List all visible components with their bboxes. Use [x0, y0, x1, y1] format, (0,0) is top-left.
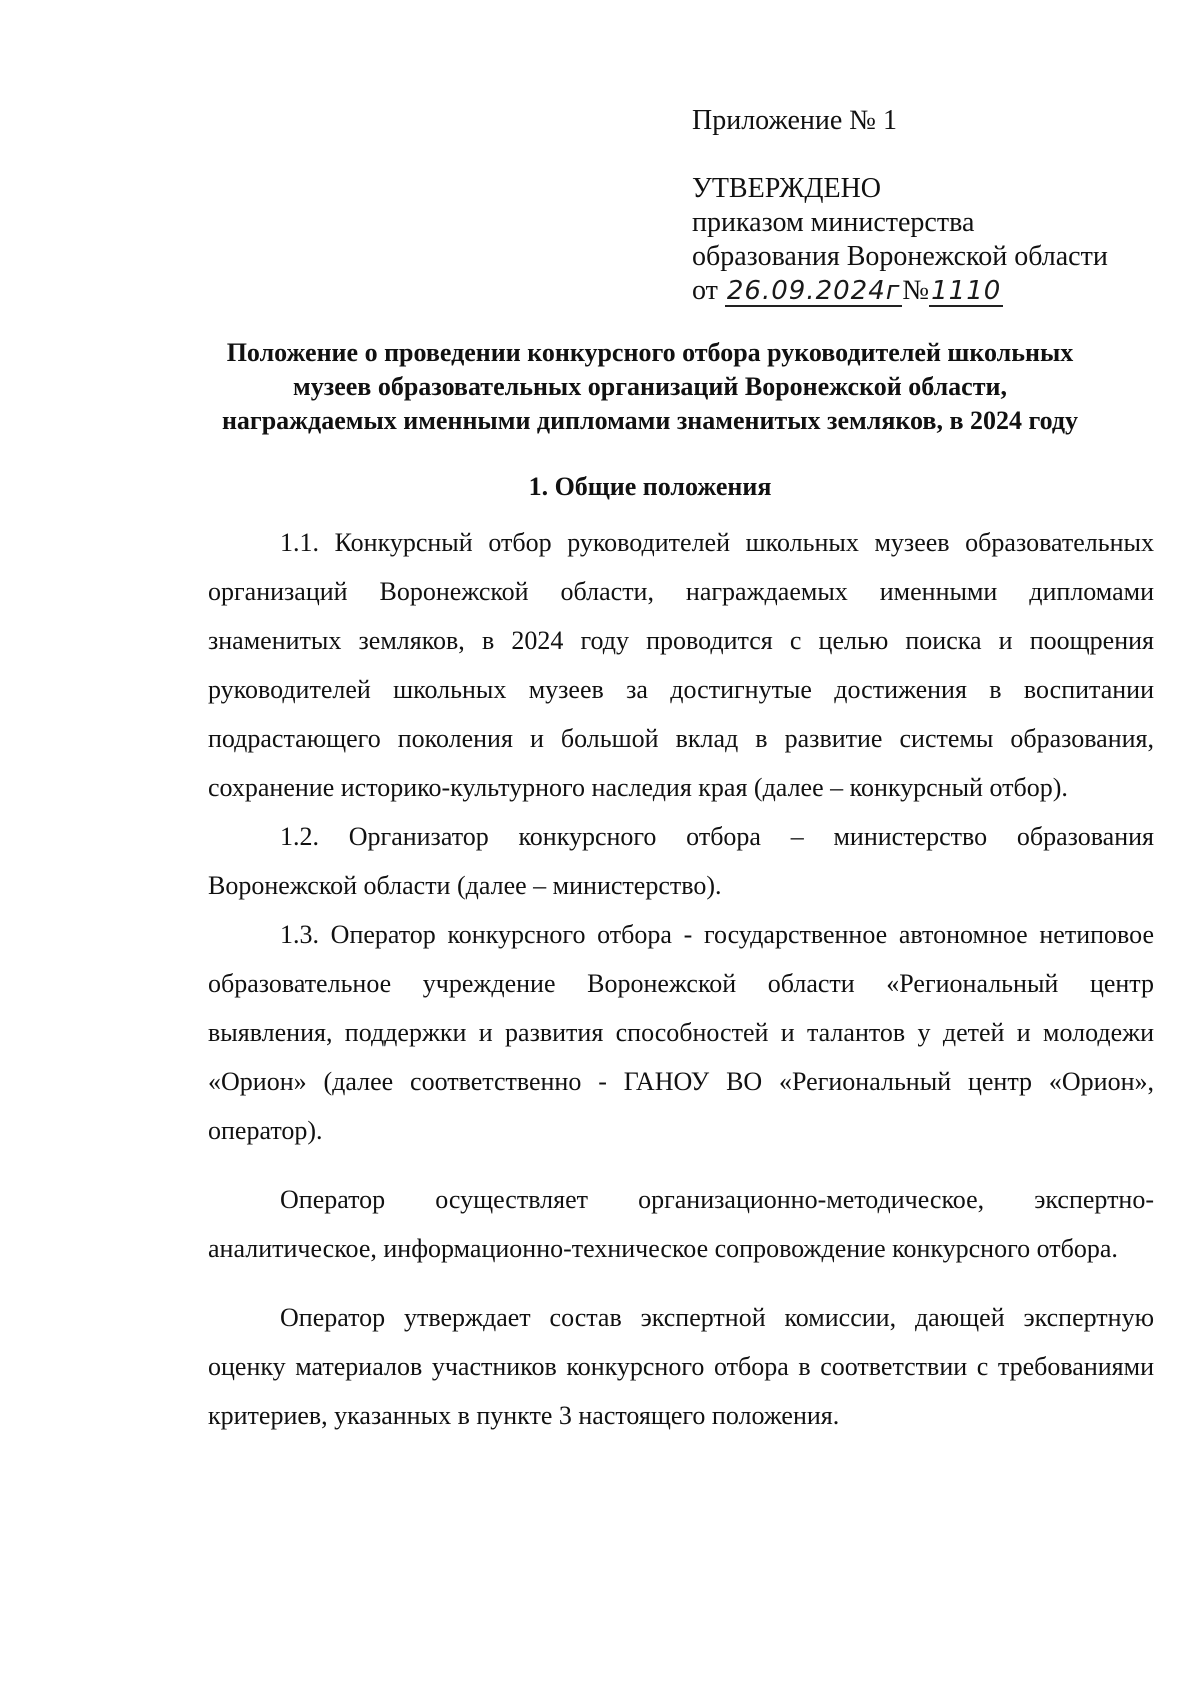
title-line-3: награждаемых именными дипломами знаменитых земляков, в 2024 году — [221, 406, 1079, 435]
section-heading: 1. Общие положения — [528, 472, 772, 501]
handwritten-number: 1110 — [931, 276, 1002, 306]
approval-block — [692, 104, 1172, 308]
paragraph-1-1: 1.1. Конкурсный отбор руководителей школьных музеев образовательных организаций Воронежской области, награждаемых именными дипломами знаменитых земляков, в 2024 году проводится с целью поиска и поощрения руководителей школьных музеев за достигнутые достижения в воспитании подрастающего поколения и большой вклад в развитие системы образования, сохранение историко-культурного наследия края (далее – конкурсный отбор). — [208, 528, 1154, 802]
approval-line-1: приказом министерства — [692, 207, 975, 238]
approval-line-2: образования Воронежской области — [692, 241, 1108, 272]
title-line-1: Положение о проведении конкурсного отбора руководителей школьных — [226, 338, 1074, 367]
document-title — [150, 336, 1150, 438]
annex-label: Приложение № 1 — [692, 105, 897, 136]
approved-label: УТВЕРЖДЕНО — [692, 173, 882, 204]
paragraph-1-2: 1.2. Организатор конкурсного отбора – министерство образования Воронежской области (далее – министерство). — [208, 822, 1154, 900]
date-prefix: от — [692, 275, 718, 306]
paragraph-operator-duties: Оператор осуществляет организационно-методическое, экспертно-аналитическое, информационно-техническое сопровождение конкурсного отбора. — [208, 1185, 1154, 1263]
section-body — [208, 518, 1154, 1440]
paragraph-operator-commission: Оператор утверждает состав экспертной комиссии, дающей экспертную оценку материалов участников конкурсного отбора в соответствии с требованиями критериев, указанных в пункте 3 настоящего положения. — [208, 1303, 1154, 1430]
paragraph-1-3: 1.3. Оператор конкурсного отбора - государственное автономное нетиповое образовательное учреждение Воронежской области «Региональный центр выявления, поддержки и развития способностей и талантов у детей и молодежи «Орион» (далее соответственно - ГАНОУ ВО «Региональный центр «Орион», оператор). — [208, 920, 1154, 1145]
title-line-2: музеев образовательных организаций Воронежской области, — [293, 372, 1007, 401]
approval-date-line — [692, 274, 1172, 308]
number-sign: № — [902, 275, 930, 306]
handwritten-date: 26.09.2024г — [726, 276, 901, 306]
